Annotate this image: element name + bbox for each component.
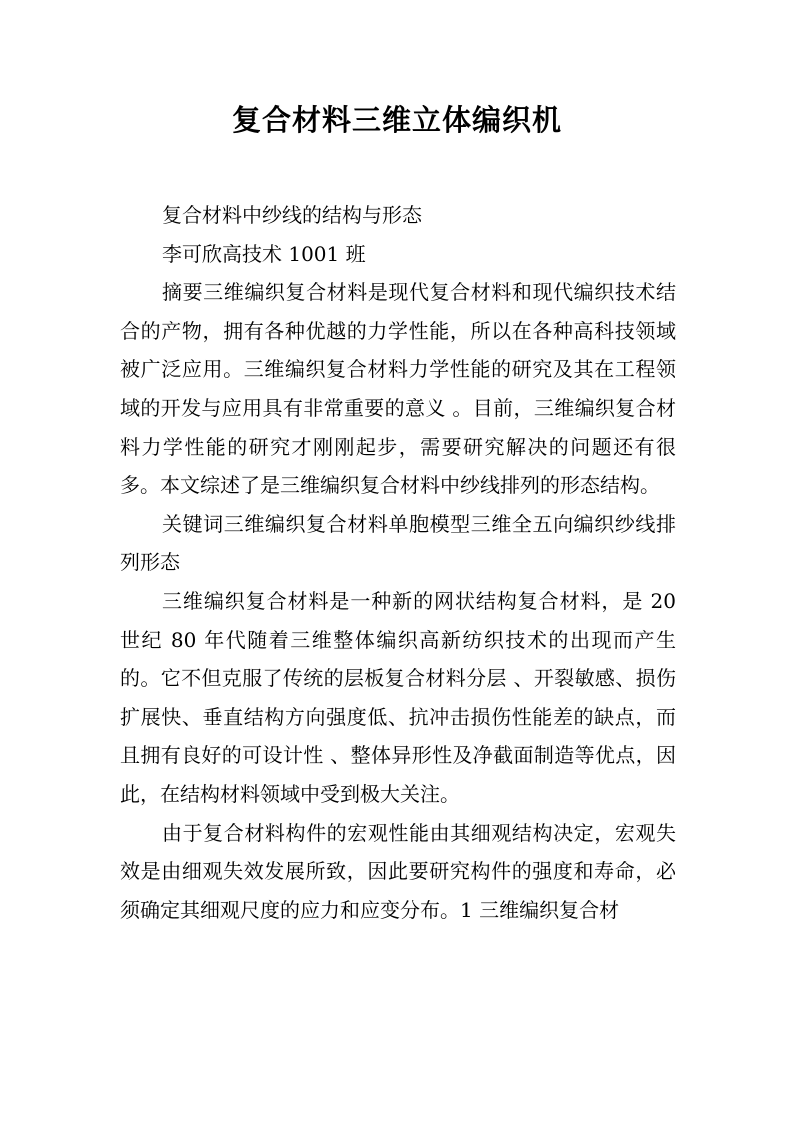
document-title: 复合材料三维立体编织机 [231, 103, 562, 137]
section-heading: 复合材料中纱线的结构与形态 [162, 203, 422, 227]
body-paragraph: 三维编织复合材料是一种新的网状结构复合材料，是 20 世纪 80 年代随着三维整体编织高新纺织技术的出现而产生的。它不但克服了传统的层板复合材料分层 、开裂敏感、损伤扩展快、垂直结构方向强度低、抗冲击损伤性能差的缺点，而且拥有良好的可设计性 、整体异形性及净截面制造等优点，因此，在结构材料领域中受到极大关注。 [120, 588, 676, 806]
author-line: 李可欣高技术 1001 班 [162, 241, 366, 266]
body-paragraph: 由于复合材料构件的宏观性能由其细观结构决定，宏观失效是由细观失效发展所致，因此要研究构件的强度和寿命，必须确定其细观尺度的应力和应变分布。1 三维编织复合材 [120, 820, 676, 922]
keywords-paragraph: 关键词三维编织复合材料单胞模型三维全五向编织纱线排列形态 [120, 511, 676, 575]
abstract-paragraph: 摘要三维编织复合材料是现代复合材料和现代编织技术结合的产物，拥有各种优越的力学性能，所以在各种高科技领域被广泛应用。三维编织复合材料力学性能的研究及其在工程领域的开发与应用具有非常重要的意义 。目前，三维编织复合材料力学性能的研究才刚刚起步，需要研究解决的问题还有很多。本文综述了是三维编织复合材料中纱线排列的形态结构。 [120, 280, 676, 498]
document-body [120, 196, 676, 929]
